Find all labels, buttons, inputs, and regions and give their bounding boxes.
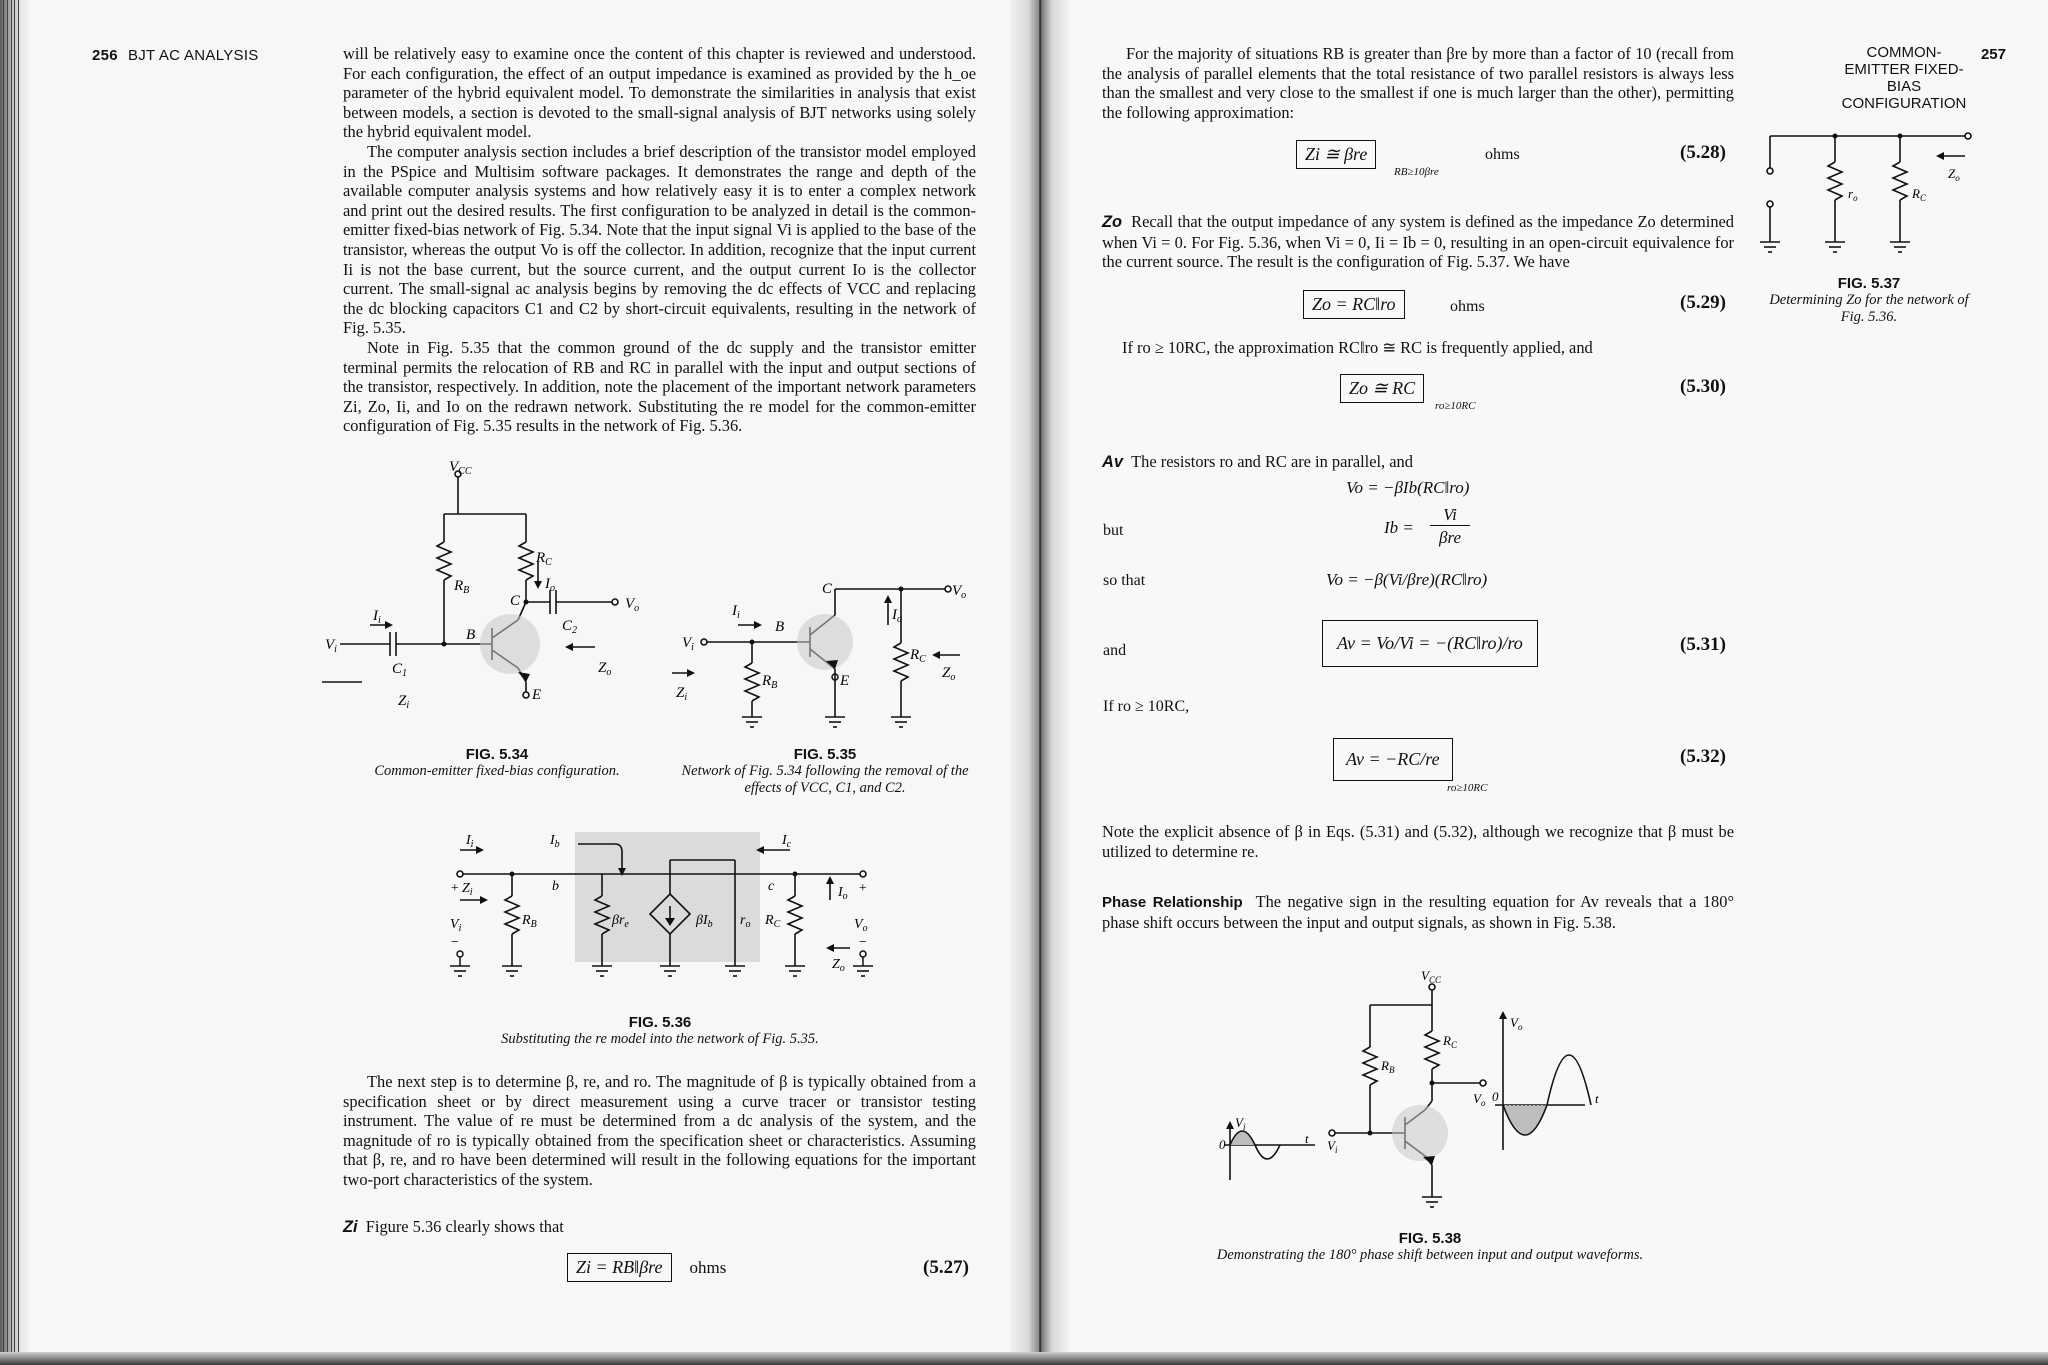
left-running-header: [92, 47, 259, 64]
svg-text:RC: $R_C$: [1912, 186, 1926, 203]
left-running-head: BJT AC ANALYSIS: [127, 47, 259, 64]
eq-5-28-unit: ohms: [1485, 146, 1520, 163]
fig-5-34-caption-group: [357, 746, 637, 780]
fig-5-35-caption-group: [675, 746, 975, 797]
svg-text:C: C: [510, 593, 521, 609]
fig-5-37-caption-group: [1758, 275, 1980, 326]
eq-5-31-box: Av = Vo/Vi = −(RC‖ro)/ro: [1322, 620, 1538, 667]
left-para-1: will be relatively easy to examine once the content of this chapter is reviewed and understood. For each configuration, the effect of an output impedance is examined as provided by the h_oe parameter of the hybrid equivalent model. To demonstrate the similarities in analysis that exist between models, a section is devoted to the small-signal analysis of BJT networks using solely the hybrid equivalent model.: [343, 44, 976, 142]
svg-text:c: c: [768, 879, 775, 894]
svg-text:Vi: $V_i$: [1327, 1138, 1338, 1155]
svg-text:Zi: $Z_i$: [398, 693, 410, 711]
phase-heading: Phase Relationship: [1102, 894, 1243, 911]
svg-text:Vo: $V_o$: [1510, 1015, 1523, 1032]
fig-5-36-title: FIG. 5.36: [628, 1014, 692, 1031]
svg-text:VCC: $V_{CC}$: [1421, 968, 1441, 985]
svg-text:RC: $R_C$: [1443, 1033, 1457, 1050]
svg-text:Vi: $V_i$: [450, 917, 462, 934]
eq-5-27: [567, 1253, 726, 1282]
approx-text: If ro ≥ 10RC, the approximation RC‖ro ≅ RC is frequently applied, and: [1122, 338, 1593, 357]
svg-text:E: E: [840, 673, 850, 689]
eq-5-27-number: (5.27): [923, 1257, 969, 1278]
zo-intro-text: Recall that the output impedance of any system is defined as the impedance Zo determined when Vi = 0. For Fig. 5.36, when Vi = 0, Ii = Ib = 0, resulting in an open-circuit equivalence for the current source. The result is the configuration of Fig. 5.37. We have: [1102, 212, 1734, 272]
svg-text:RB: $R_B$: [522, 913, 537, 930]
svg-text:Vi: $V_i$: [1235, 1115, 1246, 1132]
svg-text:C1: $C_1$: [392, 661, 408, 679]
right-para-1-block: [1102, 44, 1734, 122]
eq-5-30-box: Zo ≅ RC: [1340, 374, 1424, 403]
left-para-4: The next step is to determine β, re, and ro. The magnitude of β is typically obtained from a specification sheet or by direct measurement using a curve tracer or transistor testing instrument. The value of re must be determined from a dc analysis of the system, and the magnitude of ro is typically obtained from the specification sheet or characteristics. Assuming that β, re, and ro have been determined will result in the following equations for the important two-port characteristics of the system.: [343, 1072, 976, 1189]
fig-5-36-caption-group: [470, 1014, 850, 1048]
book-gutter: [1010, 0, 1070, 1365]
fig-5-36-circuit: [430, 830, 880, 1010]
left-text-block-2: [343, 1072, 976, 1190]
fig-5-37-title: FIG. 5.37: [1837, 275, 1901, 292]
eq-5-29: [1303, 290, 1405, 319]
eq-5-29-box: Zo = RC‖ro: [1303, 290, 1405, 319]
fig-5-35-caption: Network of Fig. 5.34 following the removal of the effects of VCC, C1, and C2.: [681, 763, 969, 796]
svg-text:+: +: [858, 881, 868, 896]
svg-text:Zo: $Z_o$: [598, 660, 612, 678]
fig-5-38-caption: Demonstrating the 180° phase shift between input and output waveforms.: [1216, 1247, 1644, 1263]
fig-5-37-circuit: [1760, 126, 1980, 266]
page-bottom-edge: [0, 1352, 2048, 1365]
av-heading: Av: [1102, 453, 1123, 471]
zi-heading: Zi: [343, 1218, 358, 1236]
av-intro-text: The resistors ro and RC are in parallel, and: [1131, 452, 1413, 471]
svg-text:Io: $I_o$: [545, 576, 555, 594]
eq-5-27-unit: ohms: [689, 1257, 727, 1277]
svg-text:Zi: $Z_i$: [676, 685, 688, 703]
eq-5-29-number: (5.29): [1680, 292, 1726, 313]
svg-text:0: 0: [1492, 1089, 1499, 1104]
if-ro-label: If ro ≥ 10RC,: [1103, 698, 1190, 715]
eq-5-30: [1340, 374, 1424, 403]
svg-text:−: −: [450, 935, 460, 950]
av-eq-2-numerator: Vi: [1430, 505, 1470, 526]
left-para-3: Note in Fig. 5.35 that the common ground of the dc supply and the transistor emitter terminal permits the relocation of RB and RC in parallel with the input and output sections of the transistor, respectively. In addition, note the placement of the important network parameters Zi, Zo, Ii, and Io on the redrawn network. Substituting the re model for the common-emitter configuration of Fig. 5.35 results in the network of Fig. 5.36.: [343, 337, 976, 436]
svg-text:Vo: $V_o$: [625, 596, 640, 614]
fig-5-38-title: FIG. 5.38: [1398, 1230, 1462, 1247]
note-text: Note the explicit absence of β in Eqs. (5.31) and (5.32), although we recognize that β must be utilized to determine re.: [1102, 822, 1734, 861]
so-that-label: so that: [1103, 572, 1146, 589]
eq-5-28-number: (5.28): [1680, 142, 1726, 163]
eq-5-27-box: Zi = RB‖βre: [567, 1253, 672, 1282]
eq-5-28-box: Zi ≅ βre: [1296, 140, 1376, 169]
svg-text:βIb: $\beta I_b$: [696, 913, 713, 930]
eq-5-28-condition: RB≥10βre: [1394, 166, 1439, 178]
eq-5-30-condition: ro≥10RC: [1435, 400, 1476, 412]
fig-5-35-title: FIG. 5.35: [793, 746, 857, 763]
svg-text:βre: $\beta r_e$: [612, 913, 629, 930]
and-label: and: [1103, 642, 1127, 659]
svg-text:B: B: [466, 627, 476, 643]
av-eq-2-lhs: Ib =: [1384, 518, 1414, 537]
svg-text:t: t: [1595, 1091, 1599, 1106]
left-para-2: The computer analysis section includes a brief description of the transistor model employed in the PSpice and Multisim software packages. It demonstrates the range and depth of the available computer analysis systems and how relatively easy it is to enter a complex network and print out the desired results. The first configuration to be analyzed in detail is the common-emitter fixed-bias network of Fig. 5.34. Note that the input signal Vi is applied to the base of the transistor, whereas the output Vo is off the collector. In addition, recognize that the input current Ii is not the base current, but the source current, and the output current Io is the collector current. The small-signal ac analysis begins by removing the dc effects of VCC and replacing the dc blocking capacitors C1 and C2 by short-circuit equivalents, resulting in the network of Fig. 5.35.: [343, 141, 976, 338]
fig-5-34-title: FIG. 5.34: [465, 746, 529, 763]
zi-section: [343, 1217, 976, 1238]
eq-5-30-number: (5.30): [1680, 376, 1726, 397]
svg-text:Ii: $I_i$: [732, 603, 740, 621]
eq-5-29-unit: ohms: [1450, 298, 1485, 315]
svg-text:VCC: $V_{CC}$: [449, 459, 472, 477]
svg-text:Ib: $I_b$: [550, 833, 560, 850]
eq-5-28: [1296, 140, 1376, 169]
zo-section: [1102, 212, 1734, 272]
fig-5-34-caption: Common-emitter fixed-bias configuration.: [374, 763, 620, 779]
eq-5-32-number: (5.32): [1680, 746, 1726, 767]
zi-intro-text: Figure 5.36 clearly shows that: [365, 1217, 564, 1236]
fig-5-35-circuit: [676, 575, 990, 735]
but-label: but: [1103, 522, 1124, 539]
svg-text:+: +: [450, 881, 460, 896]
eq-5-32: [1333, 738, 1453, 781]
svg-text:Ic: $I_c$: [782, 833, 792, 850]
svg-text:RC: $R_C$: [536, 550, 552, 568]
svg-text:Zo: $Z_o$: [832, 957, 845, 974]
svg-text:B: B: [775, 619, 785, 635]
svg-text:Zi: $Z_i$: [462, 881, 473, 898]
phase-text: The negative sign in the resulting equation for Av reveals that a 180° phase shift occurs between the input and output signals, as shown in Fig. 5.38.: [1102, 892, 1734, 932]
eq-5-31: [1322, 620, 1538, 667]
svg-text:0: 0: [1219, 1137, 1226, 1152]
av-eq-2-denominator: βre: [1439, 528, 1461, 547]
phase-section: [1102, 892, 1734, 932]
svg-text:RC: $R_C$: [765, 913, 781, 930]
svg-text:RB: $R_B$: [454, 578, 470, 596]
fig-5-36-caption: Substituting the re model into the network of Fig. 5.35.: [501, 1031, 819, 1047]
left-text-block: [343, 44, 976, 436]
svg-text:b: b: [552, 879, 559, 894]
svg-text:Io: $I_o$: [892, 607, 902, 625]
svg-text:Vi: $V_i$: [682, 635, 694, 653]
svg-text:RC: $R_C$: [910, 647, 926, 665]
right-running-head: COMMON-EMITTER FIXED-BIAS CONFIGURATION: [1841, 44, 1967, 112]
right-page-number: 257: [1980, 46, 2006, 63]
svg-text:Ii: $I_i$: [373, 608, 381, 626]
svg-text:−: −: [858, 935, 868, 950]
fig-5-38-circuit: [1205, 965, 1675, 1225]
svg-text:C: C: [822, 581, 833, 597]
fig-5-34-circuit: [325, 459, 640, 717]
av-eq-3: Vo = −β(Vi/βre)(RC‖ro): [1326, 570, 1488, 589]
eq-5-31-number: (5.31): [1680, 634, 1726, 655]
av-section: [1102, 452, 1734, 473]
fig-5-37-caption: Determining Zo for the network of Fig. 5.36.: [1769, 292, 1969, 325]
svg-text:Zo: $Z_o$: [942, 665, 956, 683]
svg-text:Vo: $V_o$: [952, 583, 967, 601]
svg-text:Vi: $V_i$: [325, 637, 337, 655]
eq-5-32-box: Av = −RC/re: [1333, 738, 1453, 781]
svg-text:E: E: [532, 687, 542, 703]
svg-text:Vo: $V_o$: [854, 917, 868, 934]
svg-text:Vo: $V_o$: [1473, 1091, 1486, 1108]
fig-5-38-caption-group: [1210, 1230, 1650, 1264]
svg-text:ro: $r_o$: [1848, 186, 1858, 203]
svg-text:Ii: $I_i$: [466, 833, 474, 850]
svg-text:RB: $R_B$: [762, 673, 778, 691]
svg-text:t: t: [1305, 1131, 1309, 1146]
page-edge-stack: [0, 0, 30, 1365]
svg-text:C2: $C_2$: [562, 618, 578, 636]
av-eq-1: Vo = −βIb(RC‖ro): [1346, 478, 1470, 497]
svg-text:ro: $r_o$: [740, 913, 751, 930]
left-page-number: 256: [92, 47, 118, 64]
svg-text:RB: $R_B$: [1381, 1058, 1395, 1075]
svg-text:Zo: $Z_o$: [1948, 166, 1960, 183]
svg-text:Io: $I_o$: [838, 885, 848, 902]
zo-heading: Zo: [1102, 213, 1123, 231]
eq-5-32-condition: ro≥10RC: [1447, 782, 1488, 794]
right-para-1: For the majority of situations RB is greater than βre by more than a factor of 10 (recall from the analysis of parallel elements that the total resistance of two parallel resistors is always less than the smallest and very close to the smallest if one is much larger than the other), permitting the following approximation:: [1102, 44, 1734, 122]
